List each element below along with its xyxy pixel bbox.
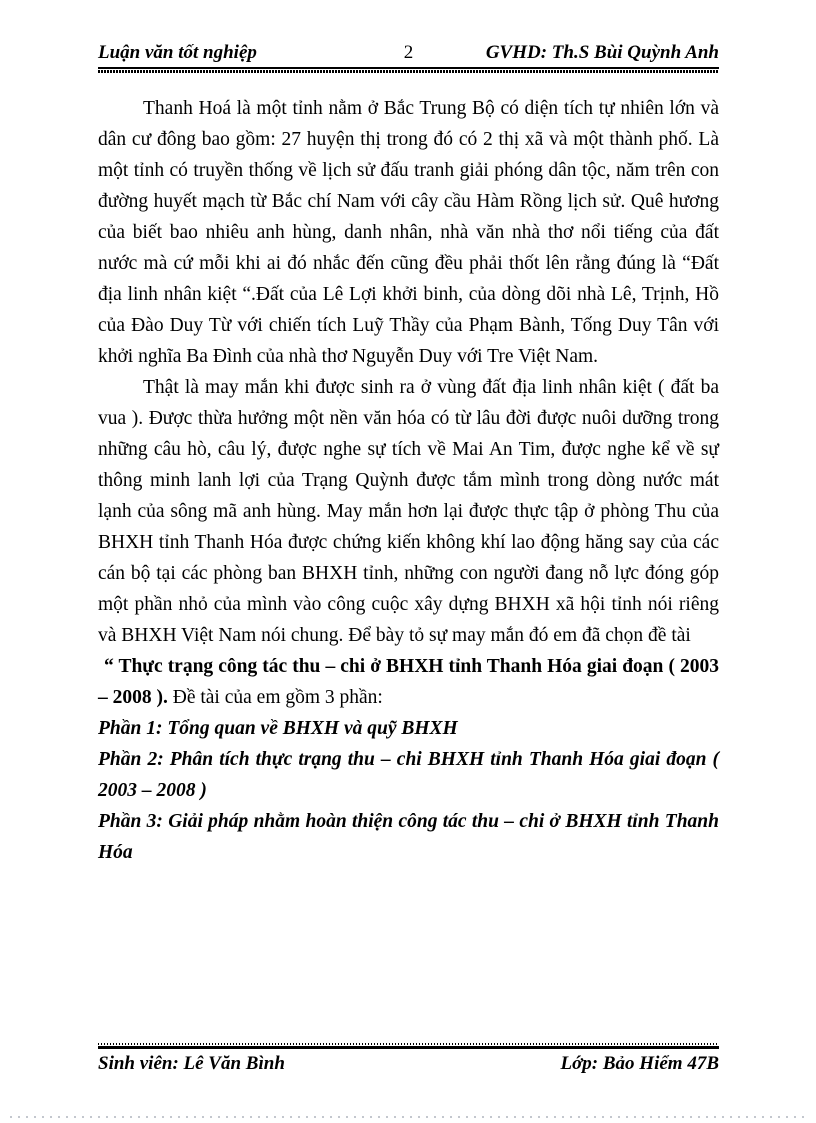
paragraph-intro-thanh-hoa: Thanh Hoá là một tỉnh nằm ở Bắc Trung Bộ có diện tích tự nhiên lớn và dân cư đông bao gồm: 27 huyện thị trong đó có 2 thị xã và một thành phố. Là một tỉnh có truyền thống về lịch sử đấu tranh giải phóng dân tộc, năm trên con đường huyết mạch từ Bắc chí Nam với cây cầu Hàm Rồng lịch sử. Quê hương của biết bao nhiêu anh hùng, danh nhân, nhà văn nhà thơ nổi tiếng của đất nước mà cứ mỗi khi ai đó nhắc đến cũng đều phải thốt lên rằng đúng là “Đất địa linh nhân kiệt “.Đất của Lê Lợi khởi binh, của dòng dõi nhà Lê, Trịnh, Hồ của Đào Duy Từ với chiến tích Luỹ Thầy của Phạm Bành, Tống Duy Tân với khởi nghĩa Ba Đình của nhà thơ Nguyễn Duy với Tre Việt Nam. bbox=[98, 98, 719, 367]
header-thesis-label: Luận văn tốt nghiệp bbox=[98, 42, 257, 63]
footer-student-label: Sinh viên: Lê Văn Bình bbox=[98, 1053, 285, 1074]
part-1-heading: Phần 1: Tổng quan về BHXH và quỹ BHXH bbox=[98, 718, 458, 739]
thesis-title-regular-text: Đề tài của em gồm 3 phần: bbox=[167, 687, 383, 708]
footer-rule-dotted bbox=[98, 1043, 719, 1045]
footer-rule-solid bbox=[98, 1046, 719, 1049]
footer-class-label: Lớp: Bảo Hiểm 47B bbox=[560, 1053, 719, 1074]
footer-row bbox=[98, 1053, 719, 1075]
paragraph-motivation: Thật là may mắn khi được sinh ra ở vùng đất địa linh nhân kiệt ( đất ba vua ). Được thừa hưởng một nền văn hóa có từ lâu đời được nuôi dưỡng trong những câu hò, câu lý, được nghe sự tích về Mai An Tim, được nghe kể về sự thông minh lanh lợi của Trạng Quỳnh được tắm mình trong dòng nước mát lạnh của sông mã anh hùng. May mắn hơn lại được thực tập ở phòng Thu của BHXH tỉnh Thanh Hóa được chứng kiến không khí lao động hăng say của các cán bộ tại các phòng ban BHXH tỉnh, những con người đang nỗ lực đóng góp một phần nhỏ của mình vào công cuộc xây dựng BHXH xã hội tỉnh nói riêng và BHXH Việt Nam nói chung. Để bày tỏ sự may mắn đó em đã chọn đề tài bbox=[98, 377, 719, 646]
header-rule-dotted bbox=[98, 70, 719, 73]
thesis-title-bold-text: “ Thực trạng công tác thu – chi ở BHXH tỉnh Thanh Hóa giai đoạn ( 2003 – 2008 ). bbox=[98, 656, 719, 708]
part-2-heading: Phần 2: Phân tích thực trạng thu – chi BHXH tỉnh Thanh Hóa giai đoạn ( 2003 – 2008 ) bbox=[98, 749, 719, 801]
page-footer bbox=[98, 1043, 719, 1075]
page-bottom-dotted-line bbox=[10, 1116, 806, 1118]
document-body bbox=[98, 93, 719, 868]
part-3-heading: Phần 3: Giải pháp nhằm hoàn thiện công tác thu – chi ở BHXH tỉnh Thanh Hóa bbox=[98, 811, 719, 863]
header-rule-solid bbox=[98, 67, 719, 69]
page-header bbox=[98, 42, 719, 73]
header-row bbox=[98, 42, 719, 64]
page-number: 2 bbox=[403, 42, 414, 63]
header-supervisor-label: GVHD: Th.S Bùi Quỳnh Anh bbox=[485, 42, 719, 63]
thesis-title-paragraph bbox=[98, 651, 719, 713]
